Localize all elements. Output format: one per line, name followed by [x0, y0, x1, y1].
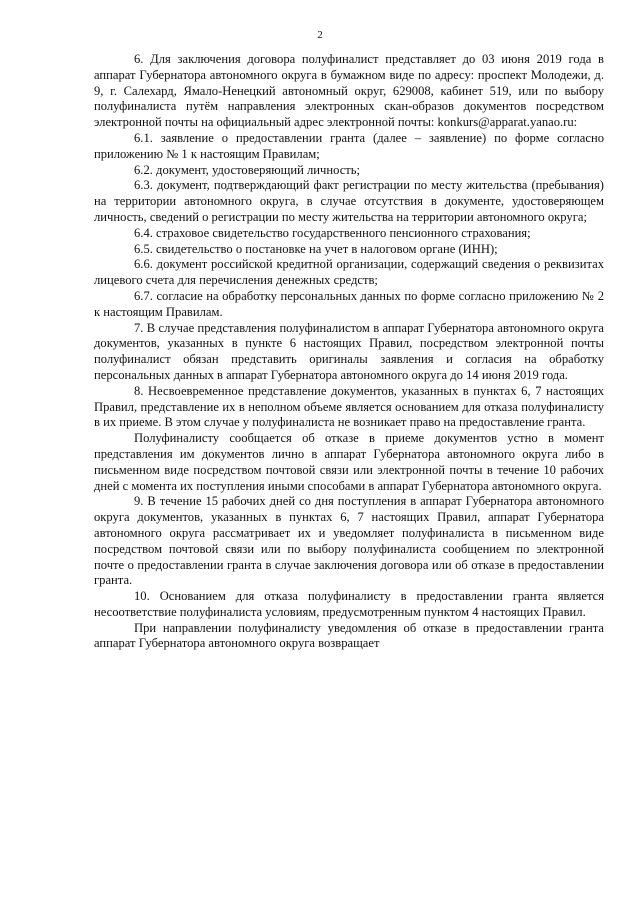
paragraph-7: 7. В случае представления полуфиналистом в аппарат Губернатора автономного округа документов, указанных в пункте 6 настоящих Правил, посредством электронной почты полуфиналист обязан представить оригиналы заявления и согласия на обработку персональных данных в аппарат Губернатора автономного округа до 14 июня 2019 года.	[94, 320, 604, 382]
paragraph-6-7: 6.7. согласие на обработку персональных данных по форме согласно приложению № 2 к настоящим Правилам.	[94, 288, 604, 319]
document-body	[94, 52, 604, 652]
page-number: 2	[317, 29, 323, 41]
paragraph-8: 8. Несвоевременное представление документов, указанных в пунктах 6, 7 настоящих Правил, представление их в неполном объеме является основанием для отказа полуфиналисту в их приеме. В этом случае у полуфиналиста не возникает право на предоставление гранта.	[94, 383, 604, 430]
paragraph-6-2: 6.2. документ, удостоверяющий личность;	[134, 162, 361, 177]
paragraph-9: 9. В течение 15 рабочих дней со дня поступления в аппарат Губернатора автономного округа документов, указанных в пунктах 6, 7 настоящих Правил, аппарат Губернатора автономного округа рассматривает их и уведомляет полуфиналиста в письменном виде посредством почтовой связи или по выбору полуфиналиста сообщением по электронной почте о предоставлении гранта в случае заключения договора или об отказе в предоставлении гранта.	[94, 494, 604, 588]
paragraph-6-4: 6.4. страховое свидетельство государственного пенсионного страхования;	[134, 225, 531, 240]
paragraph-6-3: 6.3. документ, подтверждающий факт регистрации по месту жительства (пребывания) на территории автономного округа, в случае отсутствия в документе, удостоверяющем личность, сведений о регистрации по месту жительства на территории автономного округа;	[94, 178, 604, 224]
paragraph-10: 10. Основанием для отказа полуфиналисту в предоставлении гранта является несоответствие полуфиналиста условиям, предусмотренным пунктом 4 настоящих Правил.	[94, 589, 604, 619]
paragraph-6-5: 6.5. свидетельство о постановке на учет в налоговом органе (ИНН);	[134, 241, 498, 256]
paragraph-10-return-notice: При направлении полуфиналисту уведомления об отказе в предоставлении гранта аппарат Губернатора автономного округа возвращает	[94, 620, 604, 651]
paragraph-8-refusal-notice: Полуфиналисту сообщается об отказе в приеме документов устно в момент представления им документов лично в аппарат Губернатора автономного округа либо в письменном виде посредством почтовой связи или электронной почты в течение 10 рабочих дней с момента их поступления иными способами в аппарат Губернатора автономного округа.	[94, 431, 604, 493]
paragraph-6-1: 6.1. заявление о предоставлении гранта (далее – заявление) по форме согласно приложению № 1 к настоящим Правилам;	[94, 130, 604, 161]
paragraph-6-6: 6.6. документ российской кредитной организации, содержащий сведения о реквизитах лицевого счета для перечисления денежных средств;	[94, 257, 604, 288]
paragraph-6: 6. Для заключения договора полуфиналист представляет до 03 июня 2019 года в аппарат Губернатора автономного округа в бумажном виде по адресу: проспект Молодежи, д. 9, г. Салехард, Ямало-Ненецкий автономный округ, 629008, кабинет 519, или по выбору полуфиналиста путём направления электронных скан-образов документов посредством электронной почты на официальный адрес электронной почты: konkurs@apparat.yanao.ru:	[94, 52, 604, 130]
